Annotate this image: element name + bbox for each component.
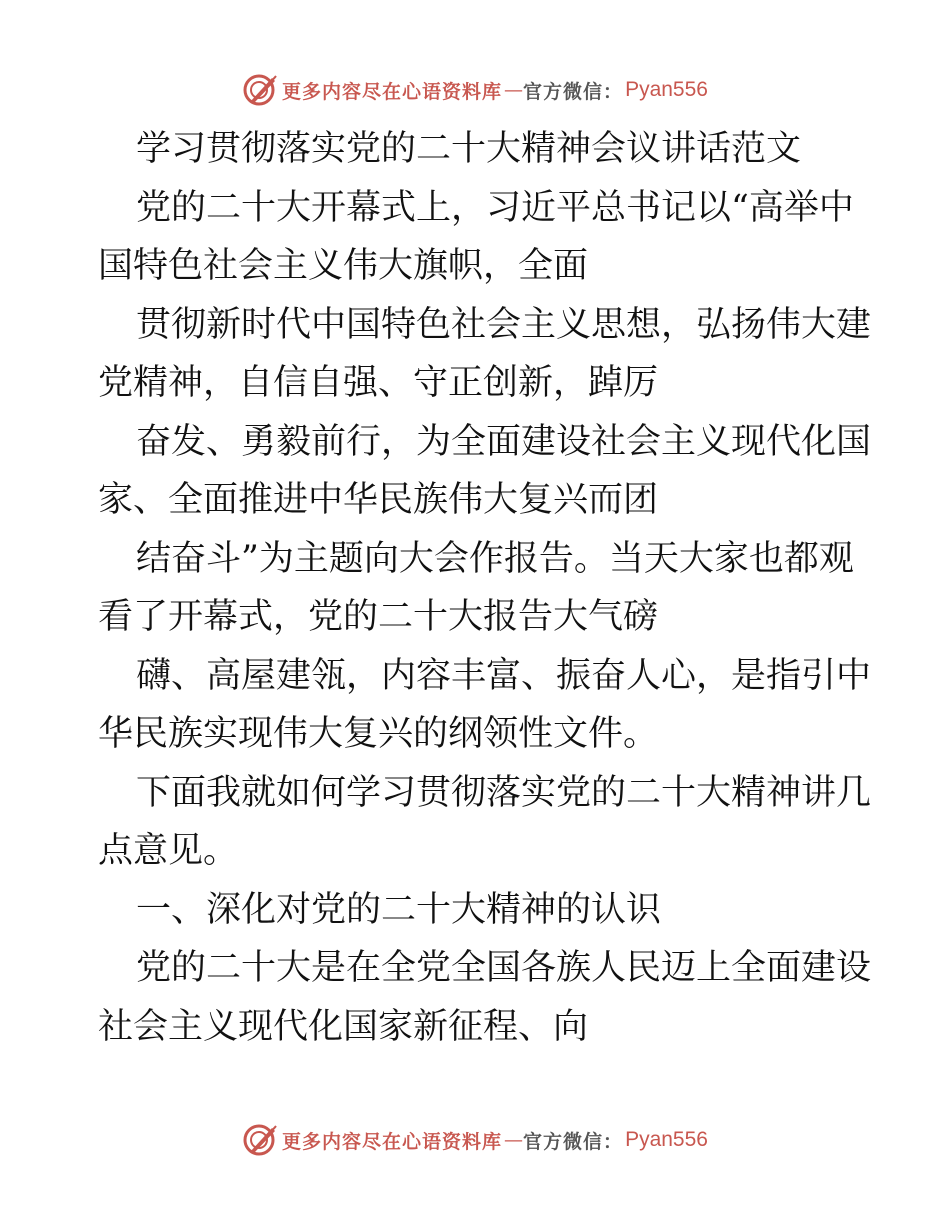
quill-seal-icon <box>242 72 278 108</box>
document-line: 一、深化对党的二十大精神的认识 <box>136 889 662 930</box>
footer-separator: — <box>504 1129 522 1151</box>
header-separator: — <box>504 79 522 101</box>
document-line: 看了开幕式，党的二十大报告大气磅 <box>98 597 659 637</box>
header-watermark <box>0 70 950 110</box>
document-line: 华民族实现伟大复兴的纲领性文件。 <box>98 714 659 754</box>
document-line: 党的二十大是在全党全国各族人民迈上全面建设 <box>136 948 872 988</box>
document-line: 国特色社会主义伟大旗帜，全面 <box>98 246 589 286</box>
quill-seal-icon <box>242 1122 278 1158</box>
document-line: 奋发、勇毅前行，为全面建设社会主义现代化国 <box>136 421 872 462</box>
document-line: 下面我就如何学习贯彻落实党的二十大精神讲几 <box>136 772 872 813</box>
document-line: 礴、高屋建瓴，内容丰富、振奋人心，是指引中 <box>136 655 872 696</box>
header-contact-id: Pyan556 <box>625 78 708 101</box>
document-line: 社会主义现代化国家新征程、向 <box>98 1006 589 1047</box>
header-contact-label: 官方微信： <box>523 80 624 103</box>
document-line: 学习贯彻落实党的二十大精神会议讲话范文 <box>136 129 802 169</box>
footer-contact-id: Pyan556 <box>625 1128 708 1151</box>
footer-brand: 更多内容尽在心语资料库 <box>282 1130 503 1153</box>
document-body <box>98 120 872 1056</box>
document-line: 结奋斗”为主题向大会作报告。当天大家也都观 <box>136 538 854 579</box>
document-line: 点意见。 <box>98 831 239 871</box>
footer-watermark <box>0 1120 950 1160</box>
footer-contact-label: 官方微信： <box>523 1130 624 1153</box>
document-line: 贯彻新时代中国特色社会主义思想，弘扬伟大建 <box>136 304 872 345</box>
document-line: 党的二十大开幕式上，习近平总书记以“高举中 <box>136 187 854 228</box>
header-brand: 更多内容尽在心语资料库 <box>282 80 503 103</box>
document-line: 家、全面推进中华民族伟大复兴而团 <box>98 480 659 520</box>
document-line: 党精神，自信自强、守正创新，踔厉 <box>98 363 659 403</box>
